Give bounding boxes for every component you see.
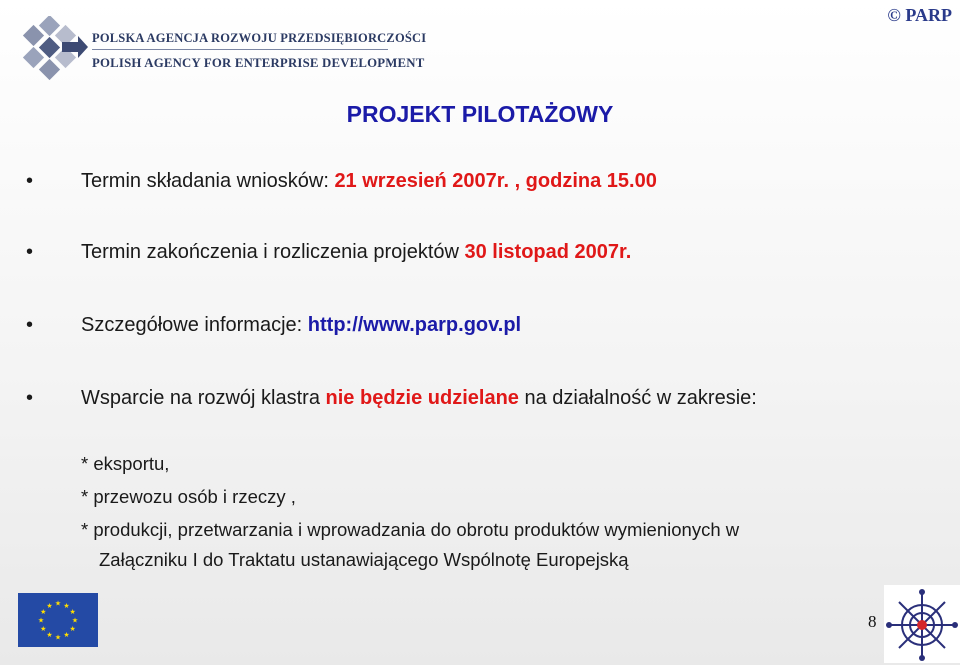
slide-title: PROJEKT PILOTAŻOWY <box>346 101 614 127</box>
eu-star: ★ <box>71 617 79 625</box>
sub-item: * przewozu osób i rzeczy , <box>81 486 296 507</box>
eu-star: ★ <box>63 632 70 640</box>
eu-star: ★ <box>54 634 62 642</box>
sub-item: * eksportu, <box>81 453 170 474</box>
eu-star: ★ <box>69 626 76 633</box>
logo-divider <box>92 49 388 50</box>
bullet-dot: • <box>26 314 34 336</box>
bullet-prefix: Termin składania wniosków: <box>81 170 335 192</box>
support-exclusion: nie będzie udzielane <box>325 387 519 409</box>
eu-star: ★ <box>46 632 53 640</box>
deadline-date: 21 wrzesień 2007r. , godzina 15.00 <box>334 170 657 192</box>
bullet-dot: • <box>26 170 34 192</box>
compass-wheel-emblem-icon <box>884 585 960 663</box>
eu-star: ★ <box>46 602 53 610</box>
bullet-prefix: Szczegółowe informacje: <box>81 314 308 336</box>
logo-text-en: POLISH AGENCY FOR ENTERPRISE DEVELOPMENT <box>92 56 425 70</box>
parp-logo-icon <box>18 16 90 82</box>
website-link[interactable]: http://www.parp.gov.pl <box>307 314 522 336</box>
page-number: 8 <box>868 612 877 631</box>
bullet-prefix: Termin zakończenia i rozliczenia projektów <box>81 241 465 263</box>
bullet-suffix: na działalność w zakresie: <box>518 387 757 409</box>
bullet-text <box>81 241 631 264</box>
eu-star: ★ <box>69 609 76 616</box>
sub-item: * produkcji, przetwarzania i wprowadzania do obrotu produktów wymienionych w <box>81 519 740 540</box>
bullet-text <box>81 170 657 193</box>
bullet-dot: • <box>26 241 34 263</box>
completion-date: 30 listopad 2007r. <box>464 241 632 263</box>
eu-flag-icon <box>18 593 98 647</box>
copyright-label: © PARP <box>887 5 952 25</box>
eu-star: ★ <box>40 626 47 633</box>
eu-star: ★ <box>37 617 45 625</box>
bullet-text <box>81 387 757 410</box>
eu-star: ★ <box>54 600 62 608</box>
bullet-dot: • <box>26 387 34 409</box>
logo-text-pl: POLSKA AGENCJA ROZWOJU PRZEDSIĘBIORCZOŚCI <box>92 31 427 45</box>
bullet-prefix: Wsparcie na rozwój klastra <box>81 387 326 409</box>
bullet-text <box>81 314 521 337</box>
eu-star: ★ <box>40 609 47 616</box>
sub-item: Załączniku I do Traktatu ustanawiającego Wspólnotę Europejską <box>99 549 629 570</box>
eu-star: ★ <box>63 602 70 610</box>
parp-logo <box>18 16 427 82</box>
